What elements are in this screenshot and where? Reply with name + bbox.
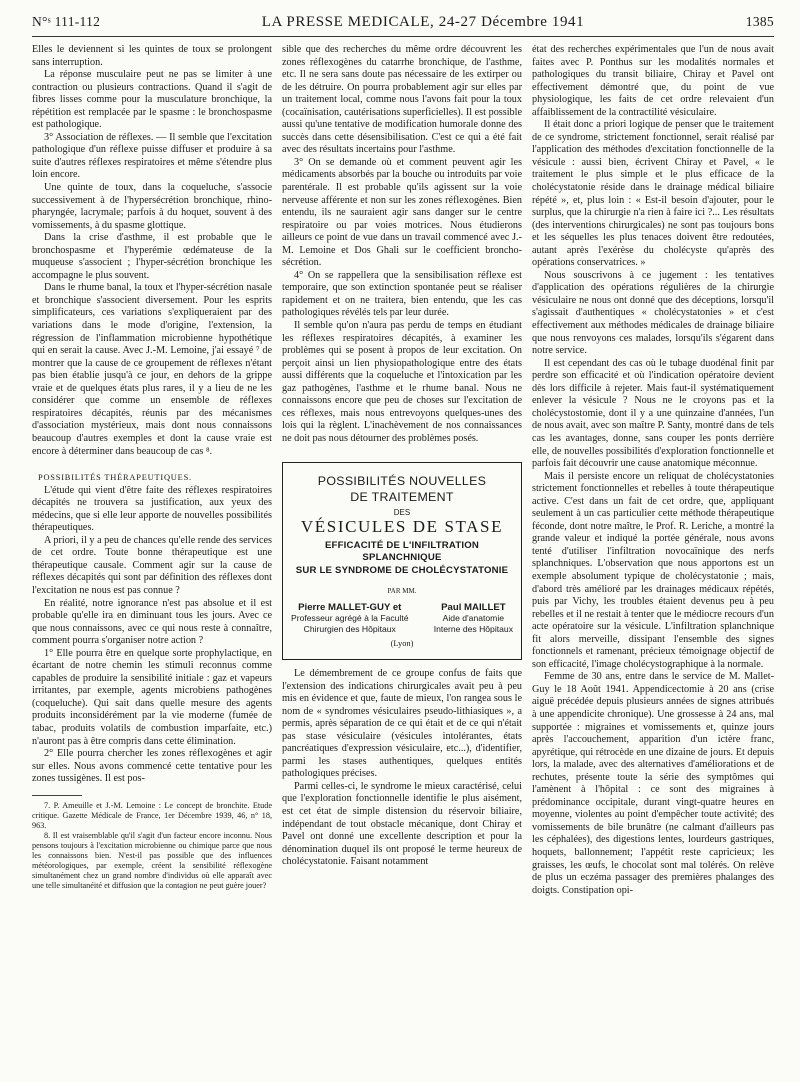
column-2-paragraphs [282,44,522,446]
paragraph: A priori, il y a peu de chances qu'elle rende des services de cet ordre. Toute bonne thérapeutique est une thérapeutique causale. Comment agir sur la cause de réflexes décapités qui sont par définition des réflexes dont l'excitation ne nous est pas connue ? [32,534,272,596]
footnote: 7. P. Ameuille et J.-M. Lemoine : Le concept de bronchite. Etude critique. Gazette Médicale de France, 1er Décembre 1939, 46, n° 18, 963. [32,800,272,830]
paragraph: En réalité, notre ignorance n'est pas absolue et il est probable qu'elle ira en diminuant tous les jours. Avec ce que nous connaissons, avec ce qui nous reste à connaître, comment pourra s'organiser notre action ? [32,597,272,647]
author-1-role-2: Chirurgien des Hôpitaux [303,623,396,634]
paragraph: 3° Association de réflexes. — Il semble que l'excitation pathologique d'un réflexe puisse diffuser et produire à sa suite d'autres réflexes respiratoires et même s'étendre plus loin encore. [32,131,272,181]
by-line: PAR MM. [387,587,417,596]
issue-date: 24-27 Décembre 1941 [438,14,585,30]
paragraph: 1° Elle pourra être en quelque sorte prophylactique, en écartant de notre chemin les stimuli reconnus comme capables de produire la sensibilité initiale : gaz et vapeurs irritantes, par exemple, agents microbiens pathogènes (coqueluche). Qui sait dans quelle mesure des agents produits inconsidérément par la vie moderne (fumée de tabac, produits volatils de combustion imparfaite, etc.) n'auront pas à être compris dans cette élimination. [32,647,272,747]
column-3 [532,44,774,897]
author-1 [291,602,409,635]
paragraph: Il est cependant des cas où le tubage duodénal finit par perdre son efficacité et où l'indication opératoire devient dès lors difficile à rejeter. Mais faut-il systématiquement enlever la vésicule ? Nous ne le croyons pas et la cholécystostomie, dont il y a une quinzaine d'années, l'un de nous avait, avec son maître P. Santy, montré dans de tels cas les avantages, donne, sans couper les ponts derrière elle, de nouvelles possibilités d'exploration fonctionnelle et parfois fait découvrir une cause anatomique méconnue. [532,357,774,470]
subtitle-3: SUR LE SYNDROME DE CHOLÉCYSTATONIE [295,564,509,576]
paragraph: 3° On se demande où et comment peuvent agir les médicaments absorbés par la bouche ou introduits par voie parentérale. Il est probable qu'ils agissent sur la voie nerveuse afférente et non sur les zones réflexogènes. Bien entendu, ils ne sauraient agir sans danger sur le centre respiratoire ou par voies motrices. Nous étudierons ailleurs ce point de vue dans un travail commencé avec J.-M. Lemoine et Dos Ghali sur le coefficient broncho-sécrétion. [282,156,522,269]
column-2 [282,44,522,869]
header-rule [32,36,774,37]
article-title-box [282,462,522,660]
paragraph: état des recherches expérimentales que l'un de nous avait faites avec P. Ponthus sur les modalités normales et pathologiques du transit biliaire, Chiray et Pavel ont effectivement démontré que, du point de vue physiologique, les faits de cet ordre relevaient d'un affaiblissement de la contractilité vésiculaire. [532,44,774,118]
page-header [32,14,774,36]
paragraph: Dans le rhume banal, la toux et l'hyper-sécrétion nasale et bronchique s'associent diversement. Pour les esprits simplificateurs, ces variations s'expliqueraient par des variations dans le mode d'origine, l'extension, la régression de l'inflammation microbienne hypothétique qui en serait la cause. Avec J.-M. Lemoine, j'ai essayé ⁷ de montrer que la cause de ce groupement de réflexes n'étant pas bien établie jusqu'à ce jour, en dehors de la grippe vraie et de quelques états plus rares, il y a lieu de ne les considérer que comme un ensemble de réflexes respiratoires décapités, réunis par des mécanismes d'association mystérieux, mais dont nous connaissons beaucoup d'autres exemples et dont la cause vraie est encore à déterminer dans beaucoup de cas ⁸. [32,282,272,457]
paragraph: Une quinte de toux, dans la coqueluche, s'associe successivement à de l'hypersécrétion bronchique, rhino-pharyngée, lacrymale; parfois à du hoquet, souvent à des vomissements, à du spasme glottique. [32,182,272,231]
page-number: 1385 [745,14,774,29]
author-2-role-2: Interne des Hôpitaux [433,623,513,634]
paragraph: sible que des recherches du même ordre découvrent les zones réflexogènes du catarrhe bronchique, de l'asthme, etc. Il ne sera sans doute pas nécessaire de les extirper ou de les détruire. On pourra probablement agir sur elles par un traitement local, comme nous l'avons fait pour la toux (cocaïnisation, cautérisations superficielles). Il est possible aussi qu'une tentative de modification humorale donne des succès dans cette désensibilisation. C'est ce qui a été fait avec des résultats incertains pour l'asthme. [282,44,522,156]
column-1-paragraphs-2 [32,485,272,786]
paragraph: Le démembrement de ce groupe confus de faits que l'extension des indications chirurgicales avait peu à peu mis en évidence et que, faute de mieux, l'on rangea sous le nom de « syndromes vésiculaires pseudo-lithiasiques », a permis, après séparation de ce qui était et de ce qui n'était pas stase vésiculaire (vésicules intolérantes, états pancréatiques d'expression vésiculaire, etc...), d'identifier, parmi les stases authentiques, quelques entités pathologiques précises. [282,667,522,780]
author-1-role-1: Professeur agrégé à la Faculté [291,613,409,624]
paragraph: L'étude qui vient d'être faite des réflexes respiratoires décapités ne trouvera sa justification, aux yeux des médecins, que si elle leur apporte de nouvelles possibilités thérapeutiques. [32,484,272,534]
paragraph: Elles le deviennent si les quintes de toux se prolongent sans interruption. [32,44,272,68]
subtitle-1: EFFICACITÉ DE L'INFILTRATION [324,539,480,551]
column-1-paragraphs [32,44,272,458]
column-3-paragraphs [532,44,774,897]
paragraph: Mais il persiste encore un reliquat de cholécystatonies strictement fonctionnelles et rebelles à toute thérapeutique active. C'est dans un fait de cet ordre, que, appliquant seulement à un cas particulier cette méthode thérapeutique féconde, dont notre maître, le Prof. R. Leriche, a montré la grande valeur et indiqué la portée générale, nous avons tenté d'utiliser l'infiltration novocaïnique des nerfs splanchniques. L'observation que nous apportons est un exemple absolument typique de cholécystatonie ; mais, d'abord très amélioré par les drainages médicaux répétés, puis par Vichy, les troubles étaient devenus peu à peu rebelles et il ne restait à tenter que le médiocre recours d'un acte opératoire sur la vésicule. L'infiltration splanchnique fit alors merveille, dissipant l'ensemble des signes fonctionnels et ramenant, précieux témoignage objectif de son efficacité, l'image cholécystographique à la normale. [532,470,774,670]
issue-number: N°ˢ 111-112 [32,14,101,29]
title-main: VÉSICULES DE STASE [300,517,504,537]
title-des: DES [393,507,411,517]
footnote: 8. Il est vraisemblable qu'il s'agit d'un facteur encore inconnu. Nous pensons toujours à l'excitation microbienne ou chimique parce que nous les connaissons bien. N'est-il pas possible que des influences météorologiques, par exemple, créent la sensibilité réflexogène simultanément chez un grand nombre d'individus où elle apparaît avec une telle simultanéité et diffusion que la contagion ne peut guère jouer? [32,830,272,890]
paragraph: Nous souscrivons à ce jugement : les tentatives d'application des opérations régulières de la chirurgie vésiculaire ne nous ont donné que des déceptions, lorsqu'il s'agissait d'authentiques « cholécystatonies » et c'est effectivement aux méthodes médicales de drainage biliaire que nous renvoyons ces malades, lorsqu'ils s'égarent dans notre service. [532,269,774,357]
paragraph: Il semble qu'on n'aura pas perdu de temps en étudiant les réflexes respiratoires décapités, à examiner les problèmes qui se posent à propos de leur excitation. On perçoit ainsi un lien physiopathologique entre des états aussi différents que la coqueluche et l'intoxication par les gaz pathogènes, l'asthme et le rhume banal. Nous ne connaissons encore que peu de choses sur l'excitation de ces réflexes, mais nous entrevoyons quelques-unes des lois qui la règlent. L'inachèvement de nos connaissances ne doit pas nous détourner des problèmes posés. [282,320,522,444]
author-2-role-1: Aide d'anatomie [442,613,505,624]
subtitle-2: SPLANCHNIQUE [362,552,442,564]
author-city: (Lyon) [390,639,414,649]
section-subheading: POSSIBILITÉS THÉRAPEUTIQUES. [38,473,192,483]
paragraph: Femme de 30 ans, entre dans le service de M. Mallet-Guy le 18 Août 1941. Appendicectomie à 20 ans (crise aiguë précédée depuis plusieurs années de signes attribués à une appendicite chronique). Une grossesse à 24 ans, mal supportée : migraines et vomissements et, quinze jours après l'accouchement, apparition d'un ictère franc, apyrétique, qui rétrocède en une dizaine de jours. Et depuis lors, la malade, avec des alternatives d'améliorations et de rechutes, présente toute la série des symptômes qui l'amènent à l'hôpital : ce sont des migraines à prédominance occipitale, durant vingt-quatre heures en moyenne, violentes au point d'empêcher toute activité; des vomissements de bile brunâtre (ne calmant d'ailleurs pas les céphalées), des digestions lentes, lourdeurs gastriques, hoquets, ballonnement; l'appétit reste capricieux; les graisses, les œufs, le chocolat sont mal tolérés. On relève de plus un eczéma passager des premières phalanges des doigts. Constipation opi- [532,671,774,896]
paragraph: 4° On se rappellera que la sensibilisation réflexe est temporaire, que son extinction spontanée peut se réaliser rapidement et on ne traitera, bien entendu, que les cas pathologiques révélés tels par leur durée. [282,269,522,319]
author-2 [434,602,513,635]
title-line-1: POSSIBILITÉS NOUVELLES [317,473,487,488]
column-2-paragraphs-2 [282,668,522,869]
author-1-name: Pierre MALLET-GUY et [298,601,402,613]
title-line-2: DE TRAITEMENT [350,489,454,504]
authors [289,602,515,635]
journal-title [262,14,585,31]
author-2-name: Paul MAILLET [441,601,506,613]
paragraph: La réponse musculaire peut ne pas se limiter à une contraction ou plusieurs contractions. Quand il s'agit de fibres lisses comme pour la musculature bronchique, la répétition est remplacée par le spasme : le bronchospasme est pathologique. [32,69,272,131]
column-1 [32,44,272,891]
paragraph: Parmi celles-ci, le syndrome le mieux caractérisé, celui que l'exploration fonctionnelle identifie le plus aisément, est cet état de simple distension du réservoir biliaire, indépendant de tout obstacle mécanique, dont Chiray et Pavel ont donné une excellente description et pour la dénomination duquel ils ont proposé le terme heureux de cholécystatonie. Faisant notamment [282,780,522,868]
paragraph: Dans la crise d'asthme, il est probable que le bronchospasme et l'hyperémie œdémateuse de la muqueuse s'associent ; l'hyper-sécrétion bronchique les accompagne le plus souvent. [32,232,272,281]
footnote-rule [32,795,82,796]
journal-name: LA PRESSE MEDICALE, [261,14,435,30]
paragraph: Il était donc a priori logique de penser que le traitement de ce syndrome, strictement fonctionnel, serait réalisé par l'application des méthodes d'excitation fonctionnelle de la vésicule : aussi bien, écrivent Chiray et Pavel, « le traitement le plus simple et le plus efficace de la cholécystatonie réside dans le drainage médical biliaire répété », et, plus loin : « Est-il besoin d'ajouter, pour le surplus, que la chirurgie n'a rien à faire ici ?... Les résultats (des interventions chirurgicales) ne sont pas toujours bons et les séquelles les plus tenaces doivent être redoutées, autant après l'exérèse du cholécyste qu'après des opérations conservatrices. » [532,119,774,269]
paragraph: 2° Elle pourra chercher les zones réflexogènes et agir sur elles. Nous avons commencé cette tentative pour les zones tussigènes. Il est pos- [32,748,272,785]
footnotes [32,801,272,891]
